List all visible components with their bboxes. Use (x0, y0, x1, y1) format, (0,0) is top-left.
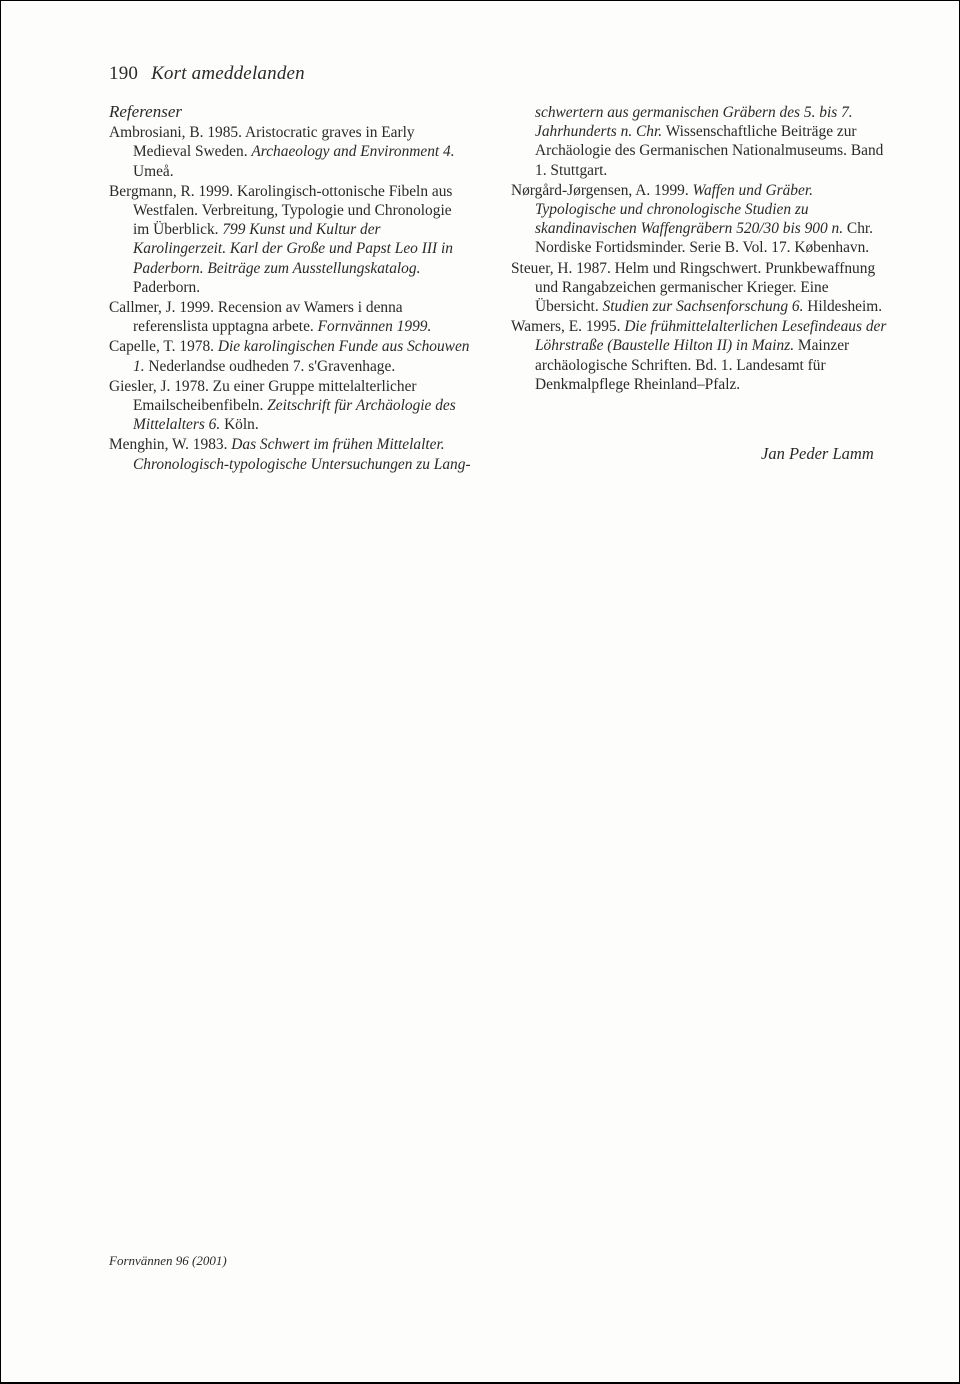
reference-after-text: Mainzer archäologische Schriften. Bd. 1. Landesamt für Denkmalpflege Rheinland–Pfalz. (535, 337, 850, 393)
reference-entry (109, 298, 471, 336)
running-head (109, 63, 305, 85)
reference-italic-text: schwertern aus germanischen Gräbern des 5. bis 7. Jahrhunderts n. Chr. (535, 104, 853, 141)
reference-plain-text: Menghin, W. 1983. (109, 436, 232, 454)
section-title: Kort ameddelanden (151, 63, 305, 84)
reference-italic-text: Archaeology and Environment 4. (251, 143, 455, 161)
reference-plain-text: Wamers, E. 1995. (511, 318, 625, 336)
reference-entry (109, 182, 471, 297)
reference-entry (511, 181, 891, 258)
reference-list-left (109, 123, 471, 474)
references-right-column (511, 103, 891, 395)
reference-plain-text: Nørgård-Jørgensen, A. 1999. (511, 181, 693, 199)
reference-plain-text: Steuer, H. 1987. Helm und Ringschwert. Prunkbewaffnung und Rangabzeichen germanischer Krieger. Eine Übersicht. (511, 259, 876, 316)
journal-footer: Fornvännen 96 (2001) (109, 1253, 227, 1268)
reference-italic-text: Waffen und Gräber. Typologische und chronologische Studien zu skandinavischen Waffengräbern 520/30 bis 900 n. (535, 181, 844, 238)
references-left-column (109, 102, 471, 475)
reference-entry (511, 259, 891, 317)
reference-entry (109, 377, 471, 435)
journal-page (1, 1, 959, 1382)
reference-plain-text: Bergmann, R. 1999. Karolingisch-ottonische Fibeln aus Westfalen. Verbreitung, Typologie und Chronologie im Überblick. (109, 182, 453, 239)
reference-italic-text: Die karolingischen Funde aus Schouwen 1. (133, 338, 470, 375)
reference-plain-text: Giesler, J. 1978. Zu einer Gruppe mittelalterlicher Emailscheibenfibeln. (109, 377, 417, 415)
reference-after-text: Paderborn. (133, 278, 201, 296)
reference-italic-text: Fornvännen 1999. (317, 318, 432, 336)
reference-list-right (511, 103, 891, 394)
reference-after-text: Hildesheim. (803, 298, 883, 316)
reference-plain-text: Callmer, J. 1999. Recension av Wamers i denna referenslista upptagna arbete. (109, 299, 403, 336)
reference-italic-text: Studien zur Sachsenforschung 6. (602, 298, 804, 316)
reference-after-text: Köln. (220, 416, 259, 434)
reference-italic-text: Das Schwert im frühen Mittelalter. Chronologisch-typologische Untersuchungen zu Lang- (133, 436, 471, 473)
author-signature: Jan Peder Lamm (761, 444, 874, 463)
reference-italic-text: Zeitschrift für Archäologie des Mittelalters 6. (133, 397, 456, 434)
reference-plain-text: Capelle, T. 1978. (109, 338, 218, 356)
reference-entry (109, 435, 471, 473)
reference-after-text: Wissenschaftliche Beiträge zur Archäologie des Germanischen Nationalmuseums. Band 1. Stuttgart. (535, 123, 884, 179)
reference-entry (109, 123, 471, 181)
reference-after-text: Chr. Nordiske Fortidsminder. Serie B. Vol. 17. København. (535, 220, 874, 257)
reference-italic-text: 799 Kunst und Kultur der Karolingerzeit. Karl der Große und Papst Leo III in Paderborn. Beiträge zum Ausstellungskatalog. (133, 221, 453, 277)
reference-entry (511, 103, 891, 180)
reference-entry (109, 337, 471, 375)
references-heading: Referenser (109, 102, 183, 121)
page-number: 190 (109, 63, 139, 84)
reference-italic-text: Die frühmittelalterlichen Lesefindeaus der Löhrstraße (Baustelle Hilton II) in Mainz. (535, 318, 887, 355)
reference-after-text: Umeå. (133, 162, 174, 180)
reference-after-text: Nederlandse oudheden 7. s'Gravenhage. (144, 357, 396, 375)
reference-plain-text: Ambrosiani, B. 1985. Aristocratic graves in Early Medieval Sweden. (109, 124, 415, 161)
reference-entry (511, 317, 891, 394)
